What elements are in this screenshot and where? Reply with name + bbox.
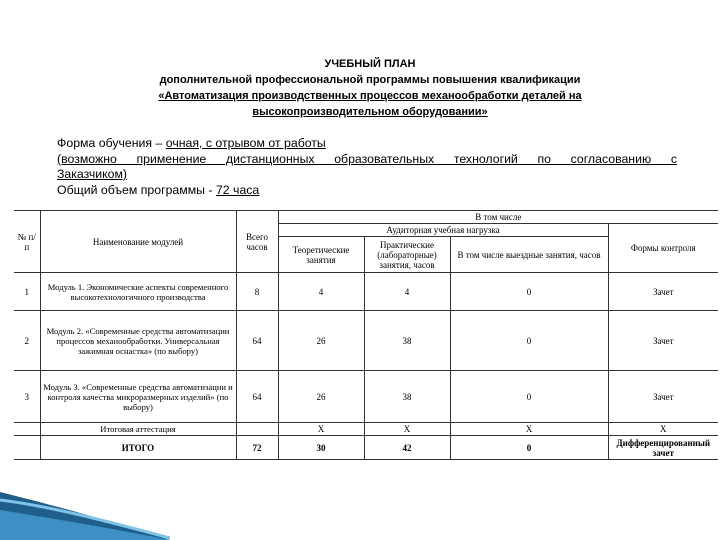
table-row: 3 Модуль 3. «Современные средства автоматизации и контроля качества микроразмерных изделий» (по выбору) 64 26 38 0 Зачет bbox=[14, 371, 718, 423]
header-control-forms: Формы контроля bbox=[608, 224, 718, 273]
header-num: № п/п bbox=[14, 211, 40, 273]
form-of-study bbox=[57, 136, 677, 152]
header-including: В том числе bbox=[278, 211, 718, 224]
header-practice: Практические (лабораторные) занятия, часов bbox=[364, 237, 450, 273]
program-info bbox=[57, 136, 677, 198]
document-header bbox=[40, 56, 700, 120]
program-name-line1: «Автоматизация производственных процессов механообработки деталей на bbox=[158, 90, 582, 102]
program-volume bbox=[57, 183, 677, 199]
remote-note-line1: (возможно применение дистанционных образовательных технологий по согласованию с bbox=[57, 151, 677, 166]
total-hours: 72 bbox=[236, 436, 278, 460]
volume-label: Общий объем программы - bbox=[57, 182, 213, 197]
form-value: очная, с отрывом от работы bbox=[165, 136, 326, 150]
table-row-total: ИТОГО 72 30 42 0 Дифференцированный зачет bbox=[14, 436, 718, 460]
table-row-attestation: Итоговая аттестация Х Х Х Х bbox=[14, 423, 718, 436]
remote-note-line2: Заказчиком) bbox=[57, 167, 128, 181]
table-row: 2 Модуль 2. «Современные средства автоматизации процессов механообработки. Универсальная зажимная оснастка» (по выбору) 64 26 38 0 Зачет bbox=[14, 311, 718, 371]
table-row: 1 Модуль 1. Экономические аспекты современного высокотехнологичного производства 8 4 4 0 Зачет bbox=[14, 273, 718, 311]
volume-value: 72 часа bbox=[215, 182, 260, 197]
header-total-hours: Всего часов bbox=[236, 211, 278, 273]
header-theory: Теоретические занятия bbox=[278, 237, 364, 273]
total-control: Дифференцированный зачет bbox=[608, 436, 718, 460]
plan-title: УЧЕБНЫЙ ПЛАН bbox=[324, 58, 416, 70]
curriculum-table bbox=[14, 210, 718, 460]
total-label: ИТОГО bbox=[40, 436, 236, 460]
form-label: Форма обучения – bbox=[57, 136, 163, 150]
decorative-corner-swoosh bbox=[0, 430, 170, 540]
header-offsite: В том числе выездные занятия, часов bbox=[450, 237, 608, 273]
program-name-line2: высокопроизводительном оборудовании» bbox=[252, 106, 488, 118]
header-module-name: Наименование модулей bbox=[40, 211, 236, 273]
plan-subtitle: дополнительной профессиональной программы повышения квалификации bbox=[159, 74, 581, 86]
header-auditorium-load: Аудиторная учебная нагрузка bbox=[278, 224, 608, 237]
